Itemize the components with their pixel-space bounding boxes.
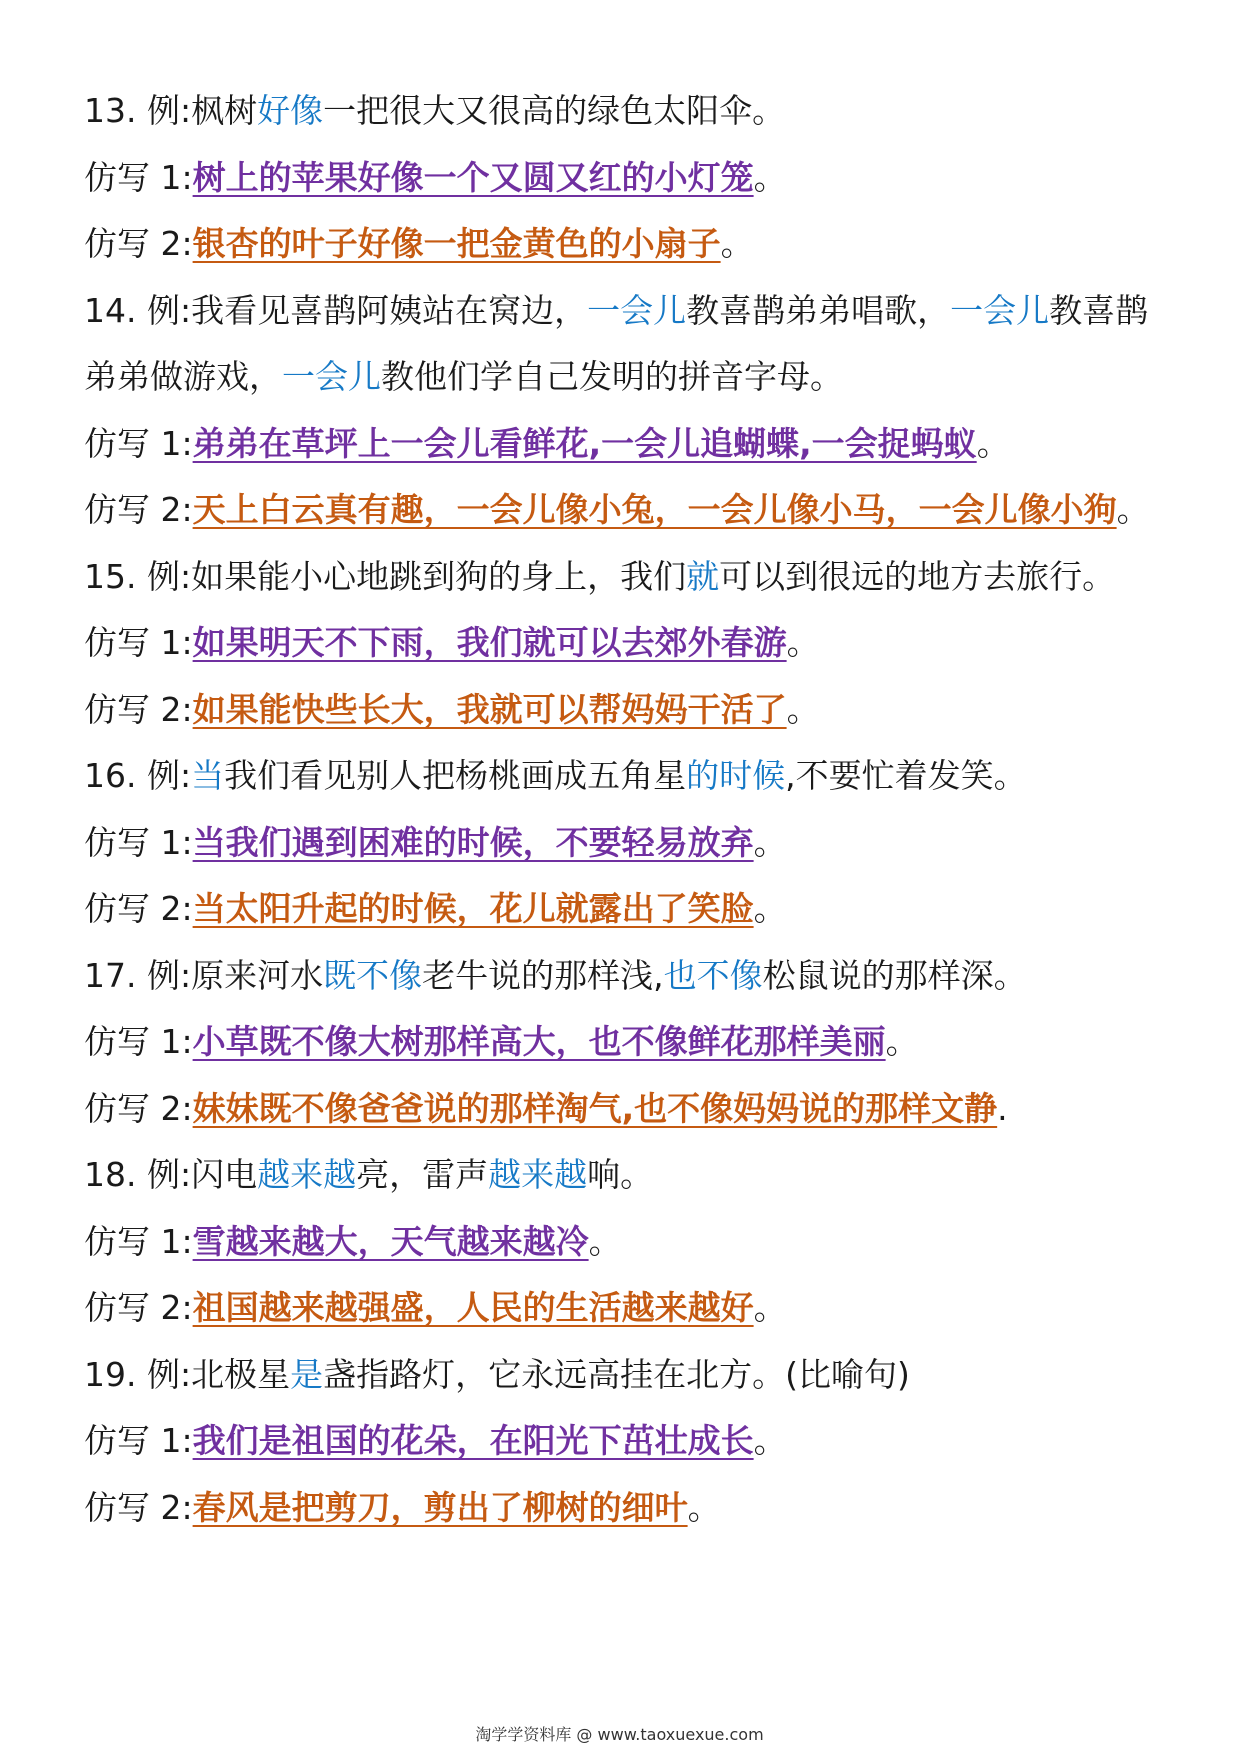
example-17 [84,943,1162,1010]
example-text: 如果能小心地跳到狗的身上，我们 [191,556,687,596]
keyword: 越来越 [257,1155,357,1194]
imitation-15-2 [84,677,1162,744]
imitation-answer: 天上白云真有趣，一会儿像小兔，一会儿像小马，一会儿像小狗 [192,490,1117,529]
imitation-18-2 [84,1275,1162,1342]
imitation-label: 仿写 2: [84,224,193,263]
imitation-answer: 小草既不像大树那样高大，也不像鲜花那样美丽 [192,1022,886,1061]
example-prefix: 16. 例: [84,756,192,795]
punctuation: 。 [786,623,820,662]
keyword: 是 [290,1354,324,1394]
punctuation: 。 [753,889,787,928]
imitation-answer: 如果明天不下雨，我们就可以去郊外春游 [192,623,787,662]
imitation-answer: 春风是把剪刀，剪出了柳树的细叶 [192,1487,688,1527]
example-text: 响。 [587,1155,654,1194]
example-text: 盏指路灯，它永远高挂在北方。(比喻句) [323,1354,910,1394]
punctuation: 。 [687,1487,721,1527]
punctuation: 。 [1116,490,1150,529]
imitation-13-2 [84,211,1162,278]
imitation-14-2 [84,477,1162,544]
imitation-label: 仿写 2: [84,689,193,729]
imitation-answer: 弟弟在草坪上一会儿看鲜花,一会儿追蝴蝶,一会捉蚂蚁 [192,423,977,463]
example-text: 北极星 [191,1354,291,1394]
punctuation: 。 [753,1421,787,1460]
example-text: 可以到很远的地方去旅行。 [719,556,1116,596]
imitation-answer: 我们是祖国的花朵，在阳光下茁壮成长 [192,1421,754,1460]
punctuation: 。 [976,423,1010,463]
punctuation: 。 [588,1221,622,1261]
punctuation: 。 [753,157,787,197]
keyword: 当 [191,756,225,795]
example-prefix: 18. 例: [84,1155,192,1194]
punctuation: 。 [753,822,787,862]
imitation-19-2 [84,1475,1162,1542]
imitation-label: 仿写 1: [84,822,193,862]
example-text: 闪电 [191,1155,258,1194]
imitation-label: 仿写 2: [84,1088,193,1128]
imitation-answer: 树上的苹果好像一个又圆又红的小灯笼 [192,157,754,197]
punctuation: 。 [753,1288,787,1327]
imitation-answer: 当我们遇到困难的时候，不要轻易放弃 [192,822,754,862]
example-text: 枫树 [191,91,258,130]
imitation-19-1 [84,1408,1162,1475]
imitation-answer: 祖国越来越强盛，人民的生活越来越好 [192,1288,754,1327]
keyword: 就 [686,556,720,596]
imitation-17-2 [84,1076,1162,1143]
example-text: 教喜鹊弟弟做游戏， [84,290,1149,396]
imitation-label: 仿写 1: [84,157,193,197]
imitation-label: 仿写 2: [84,490,193,529]
imitation-17-1 [84,1009,1162,1076]
imitation-answer: 如果能快些长大，我就可以帮妈妈干活了 [192,689,787,729]
keyword: 越来越 [488,1155,588,1194]
imitation-label: 仿写 1: [84,623,193,662]
example-13 [84,78,1162,145]
example-18 [84,1142,1162,1209]
imitation-answer: 妹妹既不像爸爸说的那样淘气,也不像妈妈说的那样文静 [192,1088,998,1128]
footer-watermark: 淘学学资料库 @ www.taoxuexue.com [475,1725,764,1744]
example-prefix: 15. 例: [84,556,192,596]
imitation-label: 仿写 2: [84,1288,193,1327]
imitation-13-1 [84,145,1162,212]
example-text: 我看见喜鹊阿姨站在窝边， [191,290,588,330]
example-text: 老牛说的那样浅, [422,955,664,995]
imitation-14-1 [84,411,1162,478]
imitation-label: 仿写 1: [84,1421,193,1460]
example-prefix: 19. 例: [84,1354,192,1394]
example-prefix: 17. 例: [84,955,192,995]
punctuation: 。 [786,689,820,729]
punctuation: . [997,1088,1008,1128]
imitation-18-1 [84,1209,1162,1276]
example-text: 亮，雷声 [356,1155,489,1194]
example-text: 原来河水 [191,955,324,995]
example-15 [84,544,1162,611]
imitation-16-2 [84,876,1162,943]
imitation-label: 仿写 2: [84,889,193,928]
imitation-answer: 当太阳升起的时候，花儿就露出了笑脸 [192,889,754,928]
keyword: 既不像 [323,955,423,995]
exercise-list [84,78,1162,1541]
keyword: 一会儿 [587,290,687,330]
example-text: 教他们学自己发明的拼音字母。 [381,357,843,396]
example-text: ,不要忙着发笑。 [785,756,1027,795]
example-text: 教喜鹊弟弟唱歌， [686,290,951,330]
example-16 [84,743,1162,810]
keyword: 好像 [257,91,324,130]
keyword: 也不像 [663,955,763,995]
imitation-16-1 [84,810,1162,877]
imitation-label: 仿写 1: [84,1221,193,1261]
punctuation: 。 [885,1022,919,1061]
imitation-label: 仿写 2: [84,1487,193,1527]
example-prefix: 13. 例: [84,91,192,130]
imitation-answer: 银杏的叶子好像一把金黄色的小扇子 [192,224,721,263]
punctuation: 。 [720,224,754,263]
imitation-label: 仿写 1: [84,423,193,463]
example-text: 一把很大又很高的绿色太阳伞。 [323,91,786,130]
example-text: 松鼠说的那样深。 [762,955,1027,995]
keyword: 一会儿 [950,290,1050,330]
keyword: 一会儿 [282,357,381,396]
example-prefix: 14. 例: [84,290,192,330]
example-14 [84,278,1162,411]
imitation-answer: 雪越来越大，天气越来越冷 [192,1221,589,1261]
keyword: 的时候 [686,756,786,795]
example-text: 我们看见别人把杨桃画成五角星 [224,756,687,795]
imitation-15-1 [84,610,1162,677]
example-19 [84,1342,1162,1409]
imitation-label: 仿写 1: [84,1022,193,1061]
